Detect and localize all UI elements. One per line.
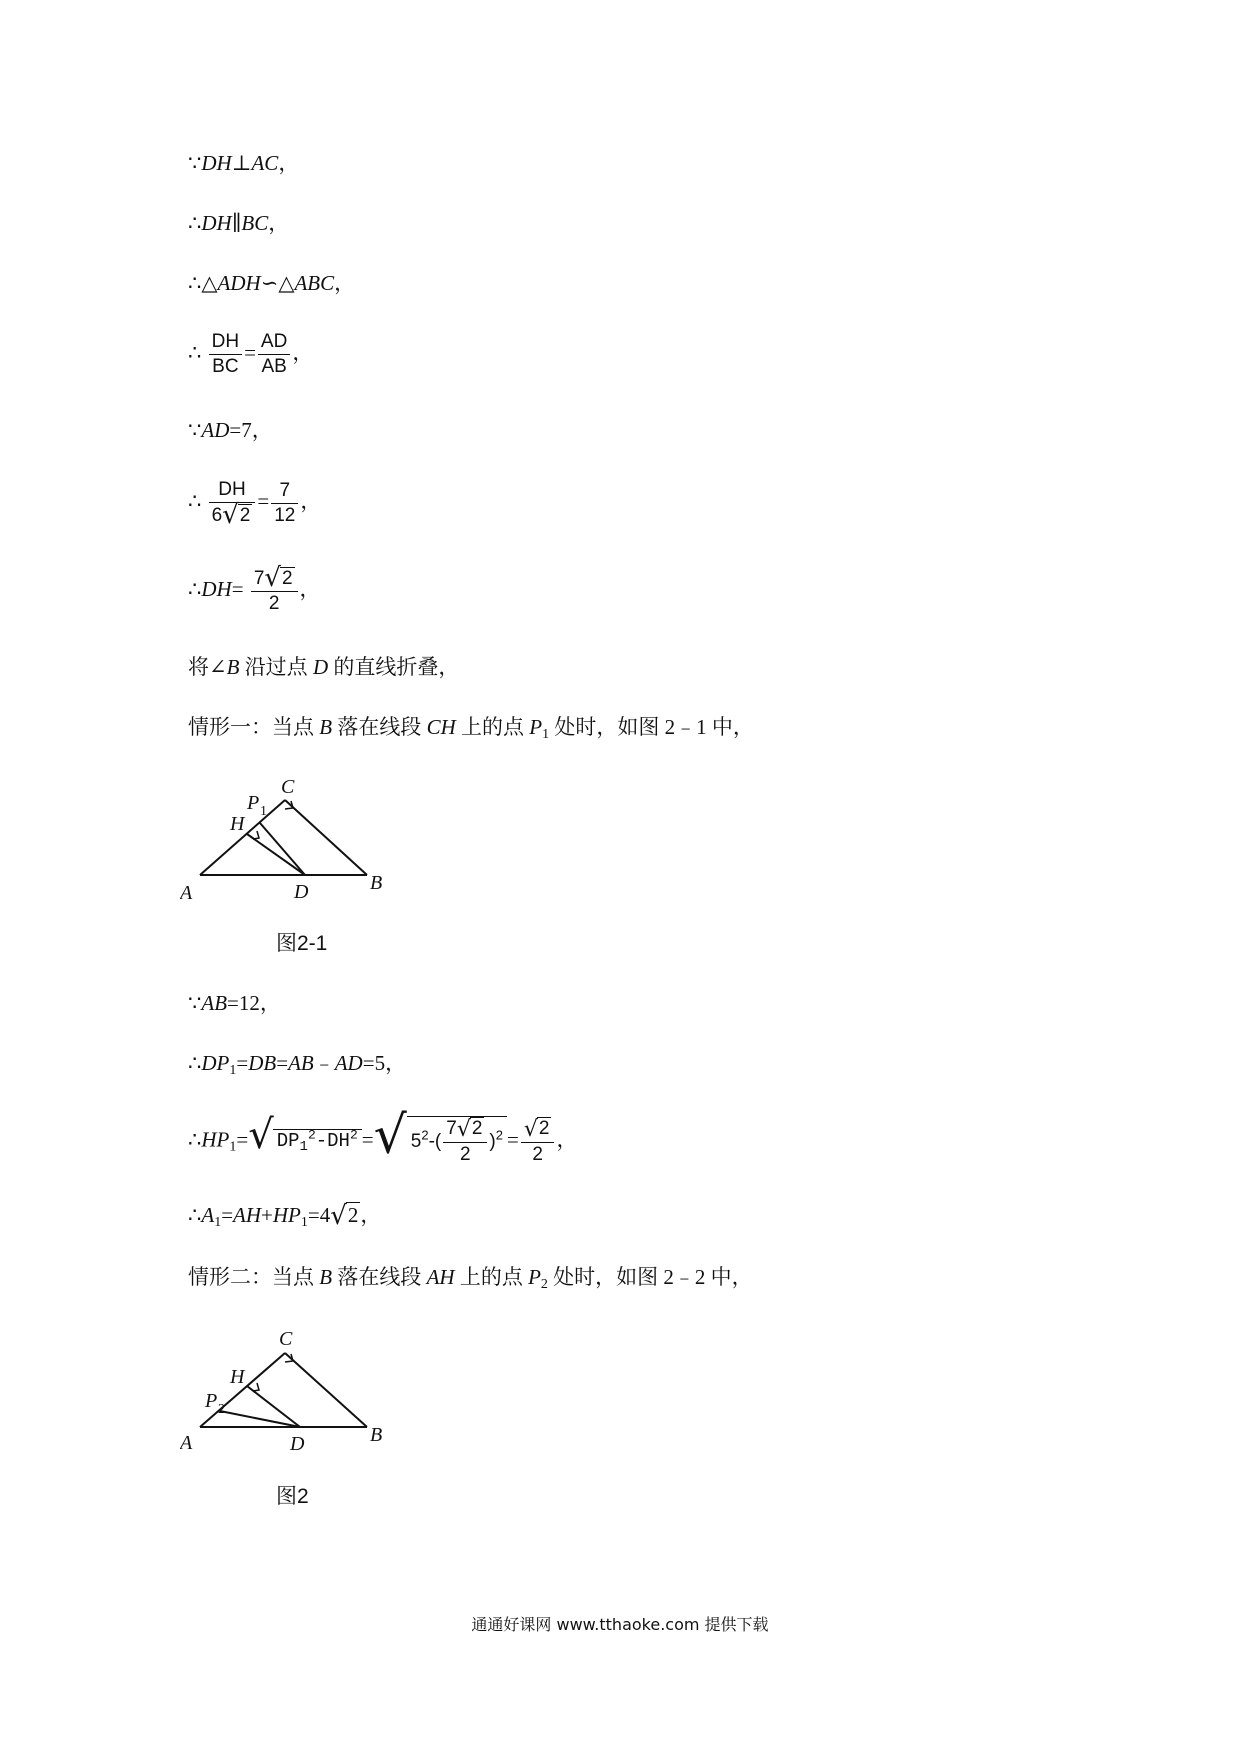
label-d: D [294,881,309,903]
page-footer: 通通好课网 www.tthaoke.com 提供下载 [471,1615,769,1634]
fraction-dh-bc: $\frac{DH}{BC}$ [209,330,242,379]
line-5: ∵AD=7， [188,418,273,442]
line-12: $\therefore HP_1=√$ $DP_1^2-DH^2$ =√ $5^2-$( $\frac{7√2}{2}$ )$^2$ = $\frac{√2}{2}$ ， [188,1105,578,1166]
figure-2-1 [180,765,400,910]
fraction-ad-ab: $\frac{AD}{AB}$ [258,330,290,379]
label-c: C [279,1328,293,1350]
fraction-7root2-2: $\frac{7√2}{2}$ [251,566,298,616]
label-p2: P [205,1390,218,1412]
fraction-7-12: $\frac{7}{12}$ [271,479,298,528]
line-4: ∴ $\frac{DH}{BC}$ = $\frac{AD}{AB}$ ， [188,331,314,377]
line-13: $\therefore A_1=AH+HP_1=4√2$， [188,1201,382,1231]
label-d: D [290,1433,305,1455]
label-h: H [230,1366,245,1388]
label-b: B [370,1424,383,1446]
line-8: 将∠B 沿过点 D 的直线折叠， [188,655,460,679]
label-b: B [370,872,383,894]
line-3: ∴△ADH∽△ABC， [188,271,356,295]
figure-2-2 [180,1315,400,1460]
label-c: C [281,776,295,798]
sqrt-symbol: √2 [222,500,251,530]
line-6: ∴ $\frac{DH}{6√2}$ = $\frac{7}{12}$ ， [188,479,322,530]
fraction-root2-2: $\frac{√2}{2}$ [521,1117,555,1167]
sqrt-5-squared-minus: √ $5^2-$( $\frac{7√2}{2}$ )$^2$ [374,1116,507,1167]
label-h: H [230,813,245,835]
fraction-dh-6root2: $\frac{DH}{6√2}$ [209,478,256,528]
line-11: $\therefore DP_1=DB=AB﹣AD=5$， [188,1051,407,1078]
label-p1: P [247,792,260,814]
label-a: A [180,882,193,904]
line-9: 情形一：当点 B 落在线段 CH 上的点 $P_1$ 处时，如图 2﹣1 中， [188,715,754,742]
label-p1-sub: 1 [260,804,267,819]
line-2: ∴DH∥BC， [188,211,290,235]
figure-2-2-caption: 图2 [276,1485,309,1508]
line-1: ∵DH⊥AC， [188,151,300,175]
line-14: 情形二：当点 B 落在线段 AH 上的点 $P_2$ 处时，如图 2﹣2 中， [188,1265,753,1292]
line-10: ∵AB=12， [188,991,281,1015]
label-p2-sub: 2 [218,1402,225,1417]
line-7: ∴DH= $\frac{7√2}{2}$ ， [188,563,321,614]
figure-2-1-caption: 图2-1 [276,932,328,955]
label-a: A [180,1432,193,1454]
sqrt-dp1-dh: √ $DP_1^2-DH^2$ [248,1120,362,1162]
